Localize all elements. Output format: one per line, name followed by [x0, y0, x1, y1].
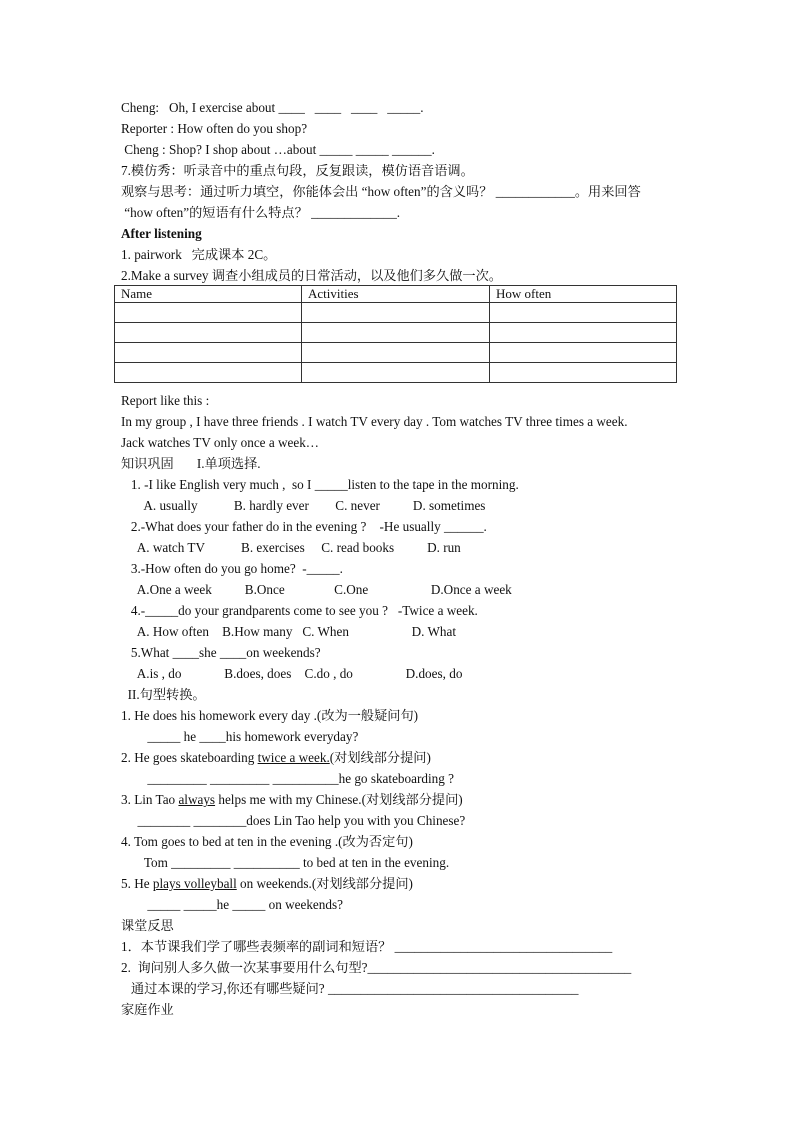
transform-answer-1: _____ he ____his homework everyday? — [121, 729, 359, 744]
mc-options-1: A. usually B. hardly ever C. never D. sometimes — [121, 498, 486, 513]
sentence-text: 5. He — [121, 876, 153, 891]
report-example-2: Jack watches TV only once a week… — [121, 435, 319, 450]
survey-row — [115, 323, 677, 343]
survey-table — [114, 285, 677, 383]
mc-question-2: 2.-What does your father do in the evening ? -He usually ______. — [121, 519, 487, 534]
sentence-instruction: helps me with my Chinese.(对划线部分提问) — [215, 792, 463, 807]
survey-header-name: Name — [115, 286, 302, 303]
transform-answer-2: _________ _________ __________he go skateboarding ? — [121, 771, 454, 786]
transform-sentence-3 — [121, 791, 463, 809]
homework-heading: 家庭作业 — [121, 1002, 174, 1017]
survey-cell[interactable] — [490, 323, 677, 343]
survey-header-activities: Activities — [302, 286, 490, 303]
survey-cell[interactable] — [115, 323, 302, 343]
mc-question-5: 5.What ____she ____on weekends? — [121, 645, 321, 660]
mc-question-4: 4.-_____do your grandparents come to see you ? -Twice a week. — [121, 603, 478, 618]
survey-cell[interactable] — [115, 303, 302, 323]
sentence-text: 2. He goes skateboarding — [121, 750, 258, 765]
report-intro: Report like this : — [121, 393, 210, 408]
survey-instruction: 2.Make a survey 调查小组成员的日常活动，以及他们多久做一次。 — [121, 268, 502, 283]
report-example-1: In my group , I have three friends . I watch TV every day . Tom watches TV three times a week. — [121, 414, 628, 429]
mc-options-5: A.is , do B.does, does C.do , do D.does, do — [121, 666, 463, 681]
sentence-instruction: (对划线部分提问) — [329, 750, 431, 765]
survey-cell[interactable] — [490, 363, 677, 383]
observation-question-2: “how often”的短语有什么特点？ _____________. — [121, 205, 401, 220]
transform-heading: II.句型转换。 — [121, 687, 206, 702]
reflection-question-3: 通过本课的学习,你还有哪些疑问? ______________________________________ — [121, 981, 579, 996]
dialogue-line-2: Reporter : How often do you shop? — [121, 121, 308, 136]
transform-answer-3: ________ ________does Lin Tao help you with you Chinese? — [121, 813, 466, 828]
survey-header-row — [115, 286, 677, 303]
underlined-phrase: twice a week. — [257, 750, 330, 765]
survey-cell[interactable] — [302, 303, 490, 323]
dialogue-line-1: Cheng: Oh, I exercise about ____ ____ ____ _____. — [121, 100, 424, 115]
mc-question-1: 1. -I like English very much , so I _____listen to the tape in the morning. — [121, 477, 519, 492]
reflection-question-1: 1．本节课我们学了哪些表频率的副词和短语？ _________________________________ — [121, 939, 613, 954]
imitation-instruction: 7.模仿秀：听录音中的重点句段，反复跟读，模仿语音语调。 — [121, 163, 474, 178]
survey-cell[interactable] — [115, 363, 302, 383]
mc-options-3: A.One a week B.Once C.One D.Once a week — [121, 582, 512, 597]
reflection-question-2: 2. 询问别人多久做一次某事要用什么句型?________________________________________ — [121, 960, 632, 975]
survey-row — [115, 303, 677, 323]
dialogue-line-3: Cheng : Shop? I shop about …about _____ _____ ______. — [121, 142, 435, 157]
pairwork-instruction: 1. pairwork 完成课本 2C。 — [121, 247, 277, 262]
transform-sentence-4: 4. Tom goes to bed at ten in the evening .(改为否定句) — [121, 834, 413, 849]
underlined-phrase: always — [178, 792, 216, 807]
mc-question-3: 3.-How often do you go home? -_____. — [121, 561, 343, 576]
transform-sentence-5 — [121, 875, 413, 893]
survey-cell[interactable] — [490, 343, 677, 363]
sentence-instruction: on weekends.(对划线部分提问) — [236, 876, 413, 891]
survey-cell[interactable] — [490, 303, 677, 323]
transform-answer-5: _____ _____he _____ on weekends? — [121, 897, 343, 912]
transform-sentence-2 — [121, 749, 431, 767]
mc-options-2: A. watch TV B. exercises C. read books D. run — [121, 540, 461, 555]
sentence-text: 3. Lin Tao — [121, 792, 179, 807]
transform-sentence-1: 1. He does his homework every day .(改为一般疑问句) — [121, 708, 419, 723]
survey-row — [115, 343, 677, 363]
observation-question-1: 观察与思考：通过听力填空，你能体会出 “how often”的含义吗？ ____________。用来回答 — [121, 184, 641, 199]
reflection-heading: 课堂反思 — [121, 918, 174, 933]
consolidation-heading: 知识巩固 I.单项选择. — [121, 456, 261, 471]
survey-cell[interactable] — [302, 343, 490, 363]
survey-cell[interactable] — [302, 363, 490, 383]
underlined-phrase: plays volleyball — [152, 876, 237, 891]
survey-header-how-often: How often — [490, 286, 677, 303]
transform-answer-4: Tom _________ __________ to bed at ten in the evening. — [121, 855, 450, 870]
mc-options-4: A. How often B.How many C. When D. What — [121, 624, 457, 639]
survey-row — [115, 363, 677, 383]
after-listening-heading: After listening — [121, 226, 202, 241]
survey-cell[interactable] — [302, 323, 490, 343]
survey-cell[interactable] — [115, 343, 302, 363]
